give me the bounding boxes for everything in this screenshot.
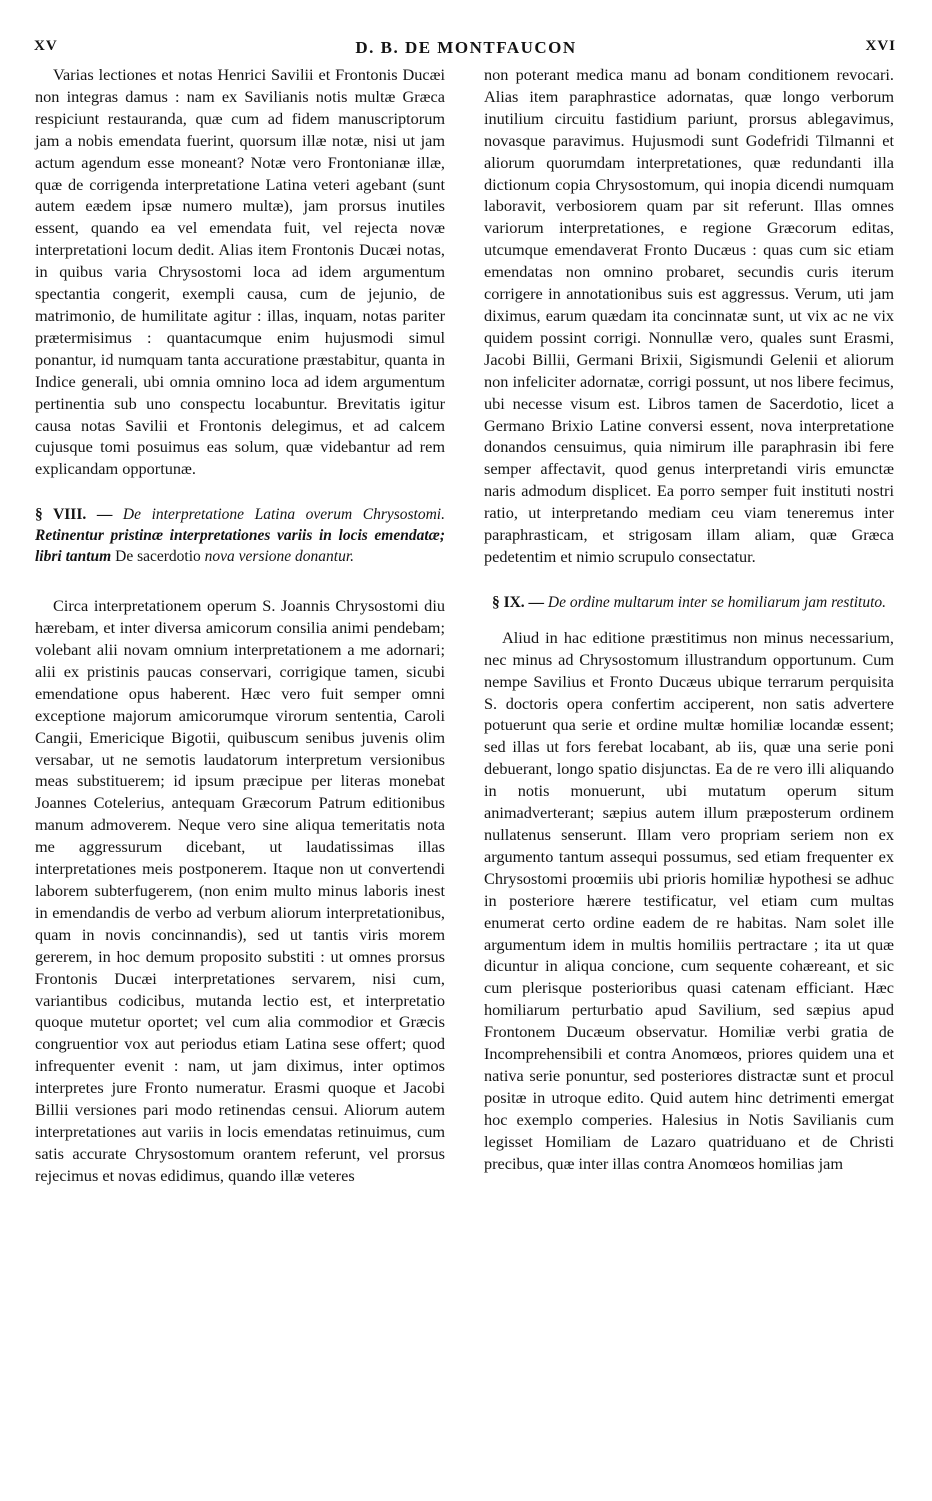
spacer <box>35 567 445 595</box>
paragraph-notes: Varias lectiones et notas Henrici Savilii et Frontonis Ducæi non integras damus : nam ex Savilianis notis multæ Græca respiciunt restauranda, quæ cum ad fidem manuscriptorum jam a nobis emendata fuerint, quorsum illæ notæ, nisi ut jam actum agendum esse moneant? Notæ vero Frontonianæ illæ, quæ de corrigenda interpretatione Latina veteri agebant (sunt autem eædem ipsæ numero multæ), jam prorsus inutiles essent, quando ea vel emendata fuit, vel rejecta novæ interpretationi locum dedit. Alias item Frontonis Ducæi notas, in quibus varia Chrysostomi loca ad idem argumentum spectantia congerit, exempli causa, cum de jejunio, de matrimonio, de humilitate agitur : illas, inquam, notas pariter prætermisimus : quantacumque enim hujusmodi simul ponantur, id numquam tanta accuratione præstabitur, quanta in Indice generali, ubi omnia omnino loca ad idem argumentum pertinentia sub uno conspectu locabuntur. Brevitatis igitur causa notas Savilii et Frontonis delegimus, et ad calcem cujusque tomi posuimus eas solum, quæ videbantur ad rem explicandam opportunæ. <box>35 65 445 479</box>
spacer <box>484 613 894 627</box>
section-summary-plain: De sacerdotio <box>115 548 201 566</box>
right-column <box>484 64 894 1175</box>
section-heading-viii <box>35 504 445 567</box>
section-title: De interpretatione Latina overum Chrysostomi. <box>122 506 445 524</box>
running-title: D. B. DE MONTFAUCON <box>355 38 577 57</box>
paragraph-interpretation: Circa interpretationem operum S. Joannis Chrysostomi diu hærebam, et inter diversa amicorum consilia animi pendebam; volebant alii novam omnium interpretationem a me adornari; alii ex pristinis paucas conservari, corrigique tamen, sicubi emendatione opus haberent. Hæc vero fuit semper omni exceptione majorum amicorumque virorum sententia, Caroli Cangii, Emericique Bigotii, quibuscum senibus juvenis olim versabar, ut ne semotis laudatorum interpretum versionibus meas substituerem; id ipsum præcipue per literas monebat Joannes Cotelerius, antequam Græcorum Patrum editionibus manum admoverem. Neque vero sine aliqua temeritatis nota me aggressurum dicebant, ut laudatissimas illas interpretationes meis postponerem. Itaque non ut convertendi laborem subterfugerem, (non enim multo minus laboris inest in emendandis de verbo ad verbum aliorum interpretationibus, quam in novis concinnandis), sed ut tantis viris morem gererem, in hoc demum proposito substiti : ut omnes prorsus Frontonis Ducæi interpretationes servarem, nisi cum, variantibus codicibus, mutanda lectio est, et interpretatio quoque mutetur oportet; vel cum alia commodior et Græcis congruentior vox aut periodus etiam Latina sese offert; quod infrequenter evenit : nam, ut jam diximus, inter optimos interpretes jure Fronto numeratur. Erasmi quoque et Jacobi Billii versiones pari modo retinendas censui. Aliorum autem interpretationes aut variis in locis emendatas retinuimus, cum satis accurate Chrysostomum orantem referunt, vel prorsus rejecimus et novas edidimus, quando illæ veteres <box>35 596 445 1185</box>
left-column <box>35 64 445 1187</box>
section-title: De ordine multarum inter se homiliarum jam restituto. <box>547 593 887 611</box>
section-summary: Retinentur pristinæ interpretationes variis in locis emendatæ; libri tantum <box>35 527 445 566</box>
section-number: § VIII. — <box>35 506 113 524</box>
spacer <box>484 568 894 592</box>
paragraph-continuation: non poterant medica manu ad bonam conditionem revocari. Alias item paraphrastice adornatas, quæ longo verborum inutilium circuitu fastidium pariunt, prorsus ablegavimus, novasque paravimus. Hujusmodi sunt Godefridi Tilmanni et aliorum quorumdam interpretationes, quæ redundanti illa dictionum copia Chrysostomum, qui inopia dicendi numquam laboravit, verbosiorem quam par sit referunt. Illas omnes variorum interpretationes, e regione Græcorum editas, utcumque emendaverat Fronto Ducæus : quas cum sic etiam emendatas non omnino probaret, secundis curis iterum corrigere in annotationibus suis est aggressus. Verum, uti jam diximus, earum quædam ita concinnatæ sunt, ut vix ac ne vix quidem possint corrigi. Nonnullæ vero, quales sunt Erasmi, Jacobi Billii, Germani Brixii, Sigismundi Gelenii et aliorum non infeliciter adornatæ, corrigi possunt, ut nos libere fecimus, ubi necesse visum est. Libros tamen de Sacerdotio, licet a Germano Brixio Latine conversi essent, nova interpretatione donandos censuimus, quia nimirum ille paraphrasin ibi fere semper affectavit, quod genus interpretandi viris emunctæ naris admodum displicet. Ea porro semper fuit instituti nostri ratio, ut interpretando mediam ceu viam teneremus inter paraphrasticam, et strigosam illam aliam, quæ Græca pedetentim et nimio scrupulo consectatur. <box>484 65 894 566</box>
page-number-right: XVI <box>865 38 896 54</box>
section-number: § IX. — <box>491 593 545 611</box>
page-number-left: XV <box>34 38 58 54</box>
paragraph-order: Aliud in hac editione præstitimus non minus necessarium, nec minus ad Chrysostomum illustrandum opportunum. Cum nempe Savilius et Fronto Ducæus ubique terrarum perquisita S. doctoris opera confertim acciperent, non satis advertere potuerunt qua serie et ordine multæ homiliæ locandæ essent; sed illas ut fors ferebat locabant, ab iis, quæ una serie poni debuerant, longo spatio disjunctas. Ea de re vero illi aliquando in notis monuerunt, ubi mutatum operum situm animadverterant; sæpius autem illum præposterum ordinem nullatenus senserunt. Illam vero propriam seriem non ex argumento tantum assequi possumus, sed etiam frequenter ex Chrysostomi proœmiis ubi prioris homiliæ hypothesi se adhuc in posteriore hærere testificatur, vel etiam cum multas enumerat certo ordine eadem de re habitas. Nam solet ille argumentum idem in multis homiliis pertractare ; ita ut quæ dicuntur in aliqua concione, cum sequente cohæreant, et sic cum plerisque posterioribus quasi catenam efficiant. Hæc homiliarum perturbatio apud Savilium, sed sæpius apud Frontonem Ducæum observatur. Homiliæ verbi gratia de Incomprehensibili et contra Anomœos, priores quidem una et nativa serie ponuntur, sed posteriores distractæ sunt et procul positæ in utroque edito. Quid autem hinc detrimenti emergat hoc exemplo comperies. Halesius in Notis Savilianis cum legisset Homiliam de Lazaro quatriduano et de Christi precibus, quæ inter illas contra Anomœos homilias jam <box>484 627 894 1173</box>
running-head <box>0 38 932 60</box>
section-summary-end: nova versione donantur. <box>204 548 355 566</box>
section-heading-ix <box>484 592 894 613</box>
spacer <box>35 480 445 504</box>
